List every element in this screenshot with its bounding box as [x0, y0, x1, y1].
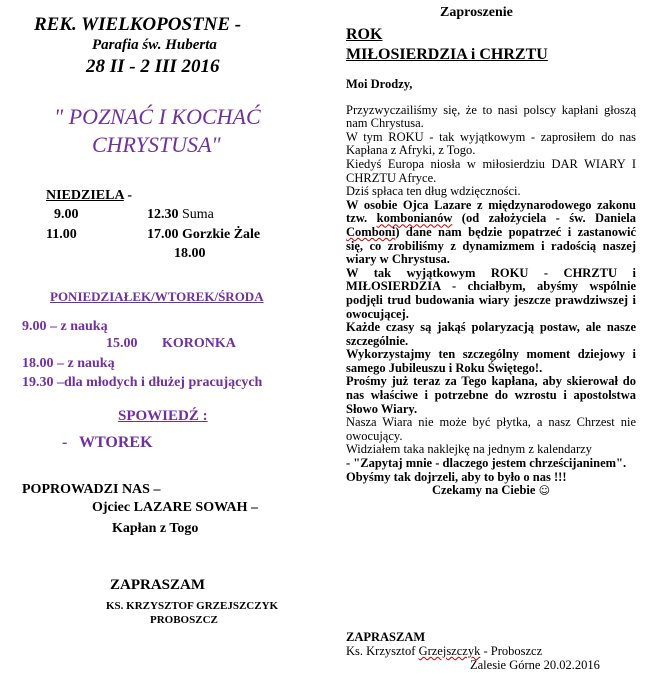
motto-line-2: CHRYSTUSA" — [92, 132, 221, 157]
sunday-label: NIEDZIELA — [46, 188, 124, 203]
left-invite: ZAPRASZAM — [110, 577, 206, 593]
priest-name: KS. KRZYSZTOF GRZEJSZCZYK — [106, 600, 279, 612]
leader-role: Kapłan z Togo — [112, 521, 199, 536]
invitation-heading: Zaproszenie — [440, 5, 513, 20]
sunday-time-2-hour: 12.30 — [147, 207, 179, 222]
sunday-heading — [46, 188, 132, 204]
sunday-dash: - — [123, 188, 132, 203]
signature-part-c: - Proboszcz — [480, 644, 543, 658]
sunday-time-2 — [147, 207, 214, 223]
signature-part-a: Ks. Krzysztof — [346, 644, 419, 658]
p5-part-c: (od założyciela - św. Daniela — [452, 211, 636, 226]
parish-name: Parafia św. Huberta — [92, 37, 217, 53]
paragraph-6 — [346, 267, 636, 321]
paragraph-3: Kiedyś Europa niosła w miłosierdziu DAR WIARY I CHRZTU Afryce. — [346, 156, 636, 185]
paragraph-2: W tym ROKU - tak wyjątkowym - zaprosiłem do nas Kapłana z Afryki, z Togo. — [346, 129, 636, 158]
sunday-time-3: 11.00 — [46, 227, 77, 242]
sunday-time-2-label: Suma — [182, 207, 214, 222]
weekdays-heading: PONIEDZIAŁEK/WTOREK/ŚRODA — [50, 289, 264, 304]
weekday-item-1: 9.00 – z nauką — [22, 319, 108, 334]
year-title-1: ROK — [346, 26, 383, 43]
retreat-title: REK. WIELKOPOSTNE - — [34, 14, 242, 35]
signature-part-b: Grzejszczyk — [418, 644, 481, 658]
year-title-2: MIŁOSIERDZIA i CHRZTU — [346, 46, 548, 63]
leader-label: POPROWADZI NAS – — [22, 482, 161, 497]
letter-body — [346, 78, 636, 498]
p5-part-e: ) dane nam będzie popatrzeć i zastanowić się, co zrobiliśmy z dynamizmem i radością naszej wiary w Chrystusa. — [346, 224, 636, 267]
paragraph-1: Przyzwyczailiśmy się, że to nasi polscy kapłani głoszą nam Chrystusa. — [346, 102, 636, 131]
paragraph-9: Prośmy już teraz za Tego kapłana, aby skierował do nas właściwe i potrzebne do wzrostu i apostolstwa Słowo Wiary. — [346, 374, 636, 416]
paragraph-4: Dziś spłaca ten dług wdzięczności. — [346, 184, 521, 199]
paragraph-14 — [346, 484, 636, 498]
paragraph-10: Nasza Wiara nie może być płytka, a nasz Chrzest nie owocujący. — [346, 415, 636, 443]
smiley-icon: ☺ — [538, 484, 551, 498]
weekday-item-2-time: 15.00 — [106, 336, 138, 351]
paragraph-7: Każde czasy są jakąś polaryzacją postaw, ale nasze szczególnie. — [346, 320, 636, 348]
waiting-text: Czekamy na Ciebie — [431, 483, 536, 498]
paragraph-13: Obyśmy tak dojrzeli, aby to było o nas !!! — [346, 469, 567, 484]
p5-part-b: kombonianów — [376, 211, 453, 226]
weekday-item-2-label: KORONKA — [162, 336, 236, 351]
confession-heading: SPOWIEDŹ : — [118, 408, 208, 424]
p6-part-a: W tak wyjątkowym ROKU - CHRZTU i MIŁOSIERDZIA — [346, 265, 636, 294]
priest-role: PROBOSZCZ — [150, 614, 218, 626]
p5-part-a: W osobie Ojca Lazare z międzynarodowego zakonu tzw. — [346, 197, 636, 226]
weekday-item-3: 18.00 – z nauką — [22, 356, 115, 371]
signature — [346, 644, 542, 659]
greeting: Moi Drodzy, — [346, 77, 413, 91]
motto-line-1: " POZNAĆ I KOCHAĆ — [54, 104, 261, 129]
sunday-time-5: 18.00 — [174, 246, 206, 261]
sunday-time-4: 17.00 Gorzkie Żale — [147, 227, 261, 242]
place-date: Zalesie Górne 20.02.2016 — [470, 658, 600, 672]
paragraph-8: Wykorzystajmy ten szczególny moment dziejowy i samego Jubileuszu i Roku Świętego!. — [346, 347, 636, 375]
leader-name: Ojciec LAZARE SOWAH – — [92, 500, 259, 515]
paragraph-12: - "Zapytaj mnie - dlaczego jestem chrześcijaninem". — [346, 456, 627, 471]
confession-day: - WTOREK — [62, 434, 153, 451]
paragraph-5 — [346, 199, 636, 267]
p5-part-d: Comboni — [346, 224, 396, 239]
p6-part-b: - chciałbym, abyśmy wspólnie podjęli trud budowania wiary jeszcze prawdziwszej i owocującej. — [346, 279, 636, 321]
weekday-item-4: 19.30 –dla młodych i dłużej pracujących — [22, 375, 263, 390]
sunday-time-1: 9.00 — [54, 207, 79, 222]
right-invite: ZAPRASZAM — [346, 630, 426, 644]
paragraph-11: Widziałem taka naklejkę na jednym z kalendarzy — [346, 442, 592, 457]
retreat-dates: 28 II - 2 III 2016 — [86, 56, 220, 77]
